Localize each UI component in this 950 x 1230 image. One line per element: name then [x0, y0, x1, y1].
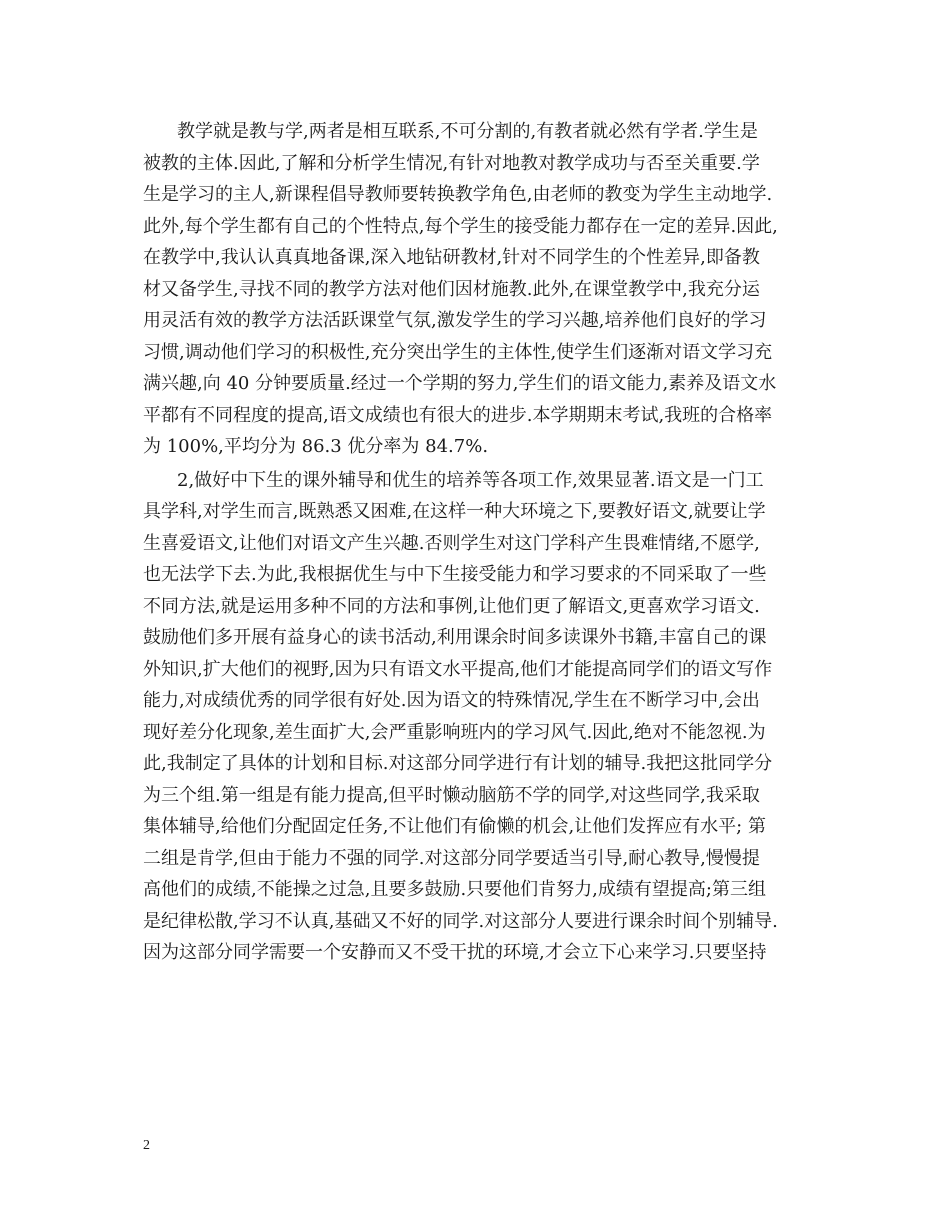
text-line: 能力,对成绩优秀的同学很有好处.因为语文的特殊情况,学生在不断学习中,会出 — [143, 690, 760, 711]
text-line: 外知识,扩大他们的视野,因为只有语文水平提高,他们才能提高同学们的语文写作 — [143, 658, 773, 680]
text-line: 具学科,对学生而言,既熟悉又困难,在这样一种大环境之下,要教好语文,就要让学 — [143, 501, 766, 522]
text-line: 为 100%,平均分为 86.3 优分率为 84.7%. — [143, 436, 489, 457]
text-line: 也无法学下去.为此,我根据优生与中下生接受能力和学习要求的不同采取了一些 — [143, 564, 767, 585]
text-line: 此,我制定了具体的计划和目标.对这部分同学进行有计划的辅导.我把这批同学分 — [143, 753, 773, 774]
text-line: 鼓励他们多开展有益身心的读书活动,利用课余时间多读课外书籍,丰富自己的课 — [143, 627, 767, 648]
text-line: 因为这部分同学需要一个安静而又不受干扰的环境,才会立下心来学习.只要坚持 — [143, 942, 767, 963]
text-line: 习惯,调动他们学习的积极性,充分突出学生的主体性,使学生们逐渐对语文学习充 — [143, 341, 773, 363]
text-line: 现好差分化现象,差生面扩大,会严重影响班内的学习风气.因此,绝对不能忽视.为 — [143, 721, 766, 743]
text-line: 用灵活有效的教学方法活跃课堂气氛,激发学生的学习兴趣,培养他们良好的学习 — [143, 310, 767, 331]
page-number: 2 — [143, 1138, 150, 1153]
text-line: 集体辅导,给他们分配固定任务,不让他们有偷懒的机会,让他们发挥应有水平; 第 — [143, 816, 766, 837]
text-line: 2,做好中下生的课外辅导和优生的培养等各项工作,效果显著.语文是一门工 — [177, 469, 764, 491]
text-line: 被教的主体.因此,了解和分析学生情况,有针对地教对教学成功与否至关重要.学 — [143, 152, 760, 174]
text-line: 材又备学生,寻找不同的教学方法对他们因材施教.此外,在课堂教学中,我充分运 — [143, 278, 760, 300]
document-body — [143, 116, 807, 971]
text-line: 高他们的成绩,不能操之过急,且要多鼓励.只要他们肯努力,成绩有望提高;第三组 — [143, 879, 766, 900]
text-line: 平都有不同程度的提高,语文成绩也有很大的进步.本学期期末考试,我班的合格率 — [143, 404, 773, 426]
text-line: 在教学中,我认认真真地备课,深入地钻研教材,针对不同学生的个性差异,即备教 — [143, 247, 760, 268]
paragraph-tutoring — [143, 465, 807, 969]
paragraph-teaching-approach — [143, 116, 807, 463]
text-line: 为三个组.第一组是有能力提高,但平时懒动脑筋不学的同学,对这些同学,我采取 — [143, 784, 760, 806]
text-line: 是纪律松散,学习不认真,基础又不好的同学.对这部分人要进行课余时间个别辅导. — [143, 910, 778, 932]
text-line: 生是学习的主人,新课程倡导教师要转换教学角色,由老师的教变为学生主动地学. — [143, 184, 773, 205]
text-line: 教学就是教与学,两者是相互联系,不可分割的,有教者就必然有学者.学生是 — [177, 121, 758, 142]
text-line: 此外,每个学生都有自己的个性特点,每个学生的接受能力都存在一定的差异.因此, — [143, 215, 778, 237]
text-line: 满兴趣,向 40 分钟要质量.经过一个学期的努力,学生们的语文能力,素养及语文水 — [143, 373, 777, 394]
text-line: 生喜爱语文,让他们对语文产生兴趣.否则学生对这门学科产生畏难情绪,不愿学, — [143, 532, 760, 554]
text-line: 不同方法,就是运用多种不同的方法和事例,让他们更了解语文,更喜欢学习语文. — [143, 595, 760, 617]
text-line: 二组是肯学,但由于能力不强的同学.对这部分同学要适当引导,耐心教导,慢慢提 — [143, 847, 760, 869]
